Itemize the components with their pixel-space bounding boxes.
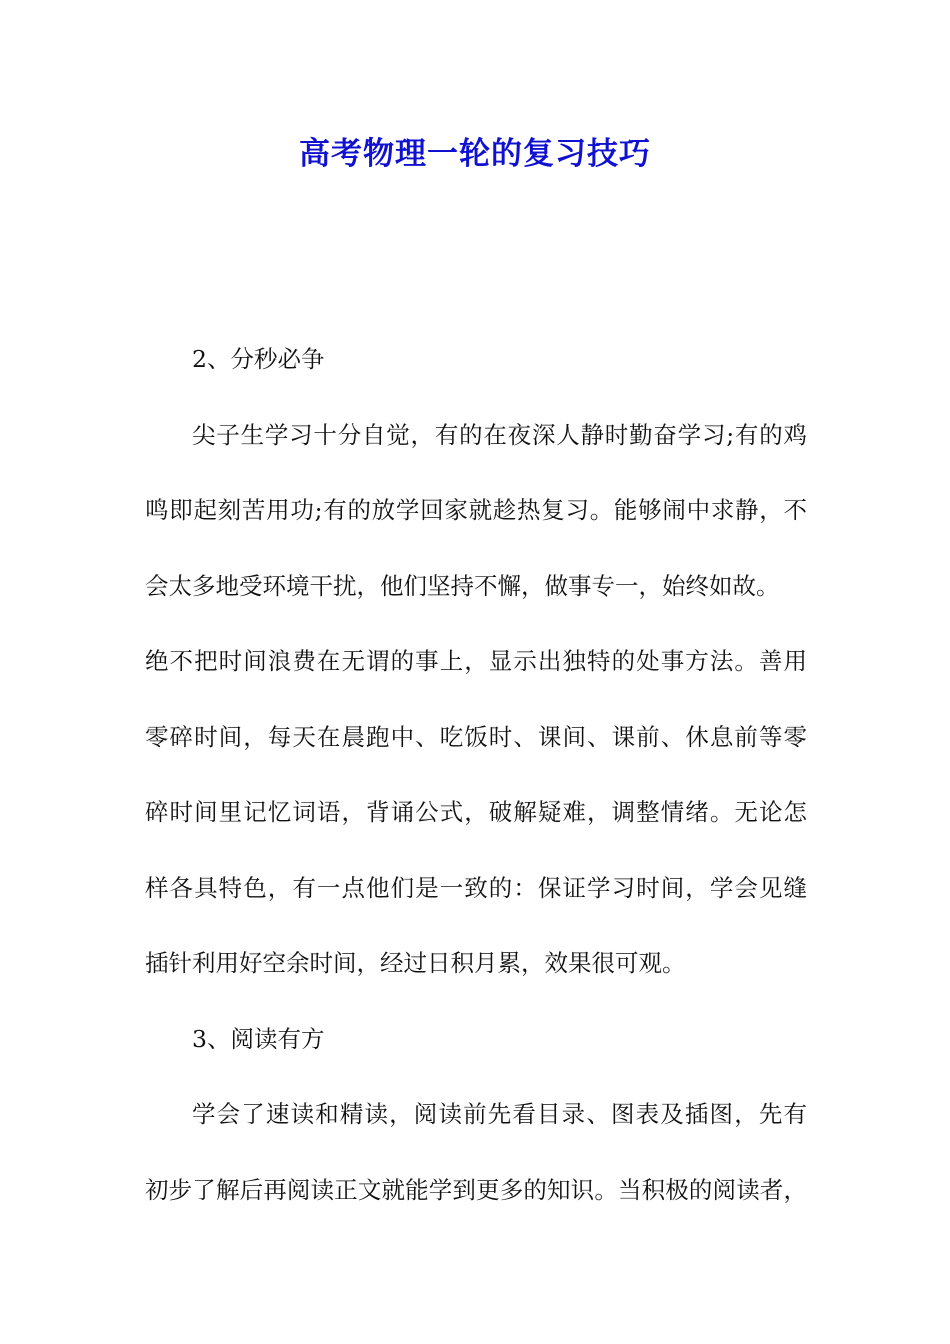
document-body xyxy=(145,336,807,1242)
paragraph-line: 样各具特色，有一点他们是一致的：保证学习时间，学会见缝 xyxy=(145,873,807,902)
paragraph-line: 学会了速读和精读，阅读前先看目录、图表及插图，先有 xyxy=(192,1100,807,1128)
paragraph-line: 插针利用好空余时间，经过日积月累，效果很可观。 xyxy=(145,949,686,977)
paragraph-line: 碎时间里记忆词语，背诵公式，破解疑难，调整情绪。无论怎 xyxy=(145,798,807,826)
page-title: 高考物理一轮的复习技巧 xyxy=(299,136,651,172)
paragraph-line: 鸣即起刻苦用功;有的放学回家就趁热复习。能够闹中求静，不 xyxy=(145,496,807,524)
paragraph-line: 零碎时间，每天在晨跑中、吃饭时、课间、课前、休息前等零 xyxy=(145,722,807,751)
paragraph-line: 会太多地受环境干扰，他们坚持不懈，做事专一，始终如故。 xyxy=(145,571,780,600)
section-heading-2: 2、分秒必争 xyxy=(192,345,325,373)
paragraph-line: 初步了解后再阅读正文就能学到更多的知识。当积极的阅读者， xyxy=(145,1175,807,1204)
section-heading-3: 3、阅读有方 xyxy=(192,1024,325,1053)
paragraph-line: 尖子生学习十分自觉，有的在夜深人静时勤奋学习;有的鸡 xyxy=(192,420,807,449)
paragraph-line: 绝不把时间浪费在无谓的事上，显示出独特的处事方法。善用 xyxy=(145,647,807,675)
